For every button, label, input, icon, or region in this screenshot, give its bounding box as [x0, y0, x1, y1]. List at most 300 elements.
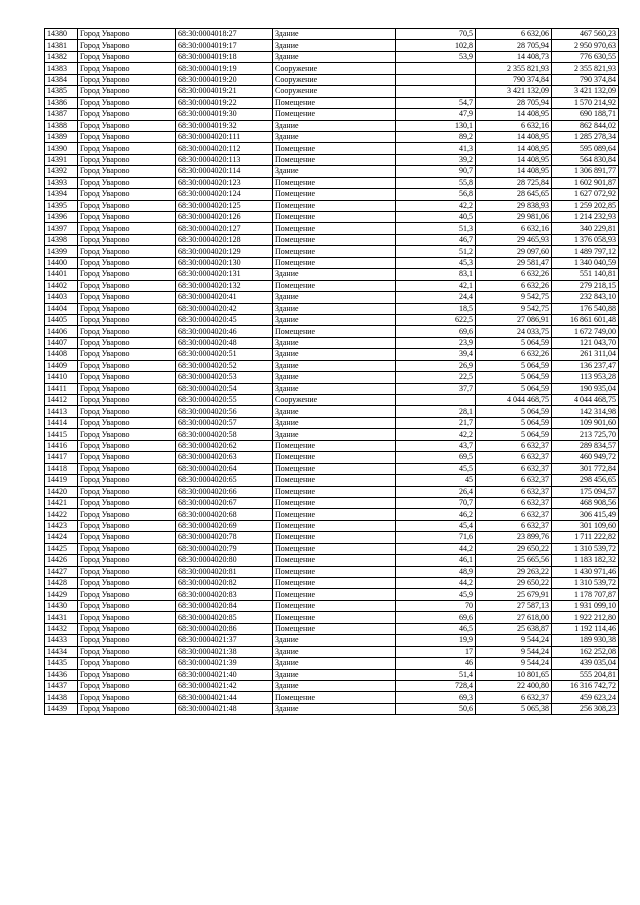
area-cell: 41,3 — [396, 143, 476, 154]
area-cell: 28,1 — [396, 406, 476, 417]
cadastral-number-cell: 68:30:0004019:17 — [176, 40, 273, 51]
object-type-cell: Помещение — [273, 520, 396, 531]
cadastral-number-cell: 68:30:0004020:83 — [176, 589, 273, 600]
cadastral-value-cell: 1 711 222,82 — [552, 532, 619, 543]
object-type-cell: Здание — [273, 29, 396, 40]
object-type-cell: Здание — [273, 383, 396, 394]
area-cell: 51,2 — [396, 246, 476, 257]
locality-cell: Город Уварово — [78, 395, 176, 406]
table-row — [45, 166, 619, 177]
cadastral-value-cell: 232 843,10 — [552, 292, 619, 303]
cadastral-value-cell: 113 953,28 — [552, 372, 619, 383]
table-row — [45, 63, 619, 74]
locality-cell: Город Уварово — [78, 212, 176, 223]
locality-cell: Город Уварово — [78, 486, 176, 497]
object-type-cell: Помещение — [273, 600, 396, 611]
object-type-cell: Здание — [273, 646, 396, 657]
specific-value-cell: 5 064,59 — [476, 372, 552, 383]
object-type-cell: Помещение — [273, 532, 396, 543]
locality-cell: Город Уварово — [78, 532, 176, 543]
cadastral-value-cell: 595 089,64 — [552, 143, 619, 154]
locality-cell: Город Уварово — [78, 326, 176, 337]
object-type-cell: Помещение — [273, 589, 396, 600]
locality-cell: Город Уварово — [78, 246, 176, 257]
cadastral-number-cell: 68:30:0004020:111 — [176, 131, 273, 142]
cadastral-number-cell: 68:30:0004020:42 — [176, 303, 273, 314]
object-type-cell: Помещение — [273, 475, 396, 486]
table-row — [45, 154, 619, 165]
row-number-cell: 14437 — [45, 680, 78, 691]
area-cell: 46,7 — [396, 234, 476, 245]
cadastral-value-cell: 1 340 040,59 — [552, 257, 619, 268]
cadastral-value-cell: 1 672 749,00 — [552, 326, 619, 337]
object-type-cell: Помещение — [273, 578, 396, 589]
cadastral-value-cell: 1 259 202,85 — [552, 200, 619, 211]
area-cell: 83,1 — [396, 269, 476, 280]
specific-value-cell: 14 408,95 — [476, 154, 552, 165]
locality-cell: Город Уварово — [78, 29, 176, 40]
locality-cell: Город Уварово — [78, 566, 176, 577]
cadastral-number-cell: 68:30:0004020:126 — [176, 212, 273, 223]
row-number-cell: 14402 — [45, 280, 78, 291]
cadastral-value-cell: 136 237,47 — [552, 360, 619, 371]
object-type-cell: Здание — [273, 349, 396, 360]
area-cell: 69,3 — [396, 692, 476, 703]
cadastral-value-cell: 1 306 891,77 — [552, 166, 619, 177]
row-number-cell: 14409 — [45, 360, 78, 371]
cadastral-value-cell: 790 374,84 — [552, 74, 619, 85]
object-type-cell: Сооружение — [273, 395, 396, 406]
object-type-cell: Помещение — [273, 257, 396, 268]
area-cell: 44,2 — [396, 543, 476, 554]
specific-value-cell: 5 064,59 — [476, 360, 552, 371]
area-cell: 622,5 — [396, 314, 476, 325]
object-type-cell: Помещение — [273, 509, 396, 520]
locality-cell: Город Уварово — [78, 646, 176, 657]
locality-cell: Город Уварово — [78, 475, 176, 486]
row-number-cell: 14420 — [45, 486, 78, 497]
locality-cell: Город Уварово — [78, 154, 176, 165]
row-number-cell: 14429 — [45, 589, 78, 600]
cadastral-value-cell: 3 421 132,09 — [552, 86, 619, 97]
specific-value-cell: 14 408,95 — [476, 166, 552, 177]
row-number-cell: 14401 — [45, 269, 78, 280]
locality-cell: Город Уварово — [78, 612, 176, 623]
cadastral-number-cell: 68:30:0004020:85 — [176, 612, 273, 623]
cadastral-number-cell: 68:30:0004020:81 — [176, 566, 273, 577]
area-cell: 69,6 — [396, 326, 476, 337]
locality-cell: Город Уварово — [78, 520, 176, 531]
specific-value-cell: 27 086,91 — [476, 314, 552, 325]
specific-value-cell: 6 632,37 — [476, 509, 552, 520]
row-number-cell: 14400 — [45, 257, 78, 268]
table-row — [45, 131, 619, 142]
row-number-cell: 14396 — [45, 212, 78, 223]
cadastral-value-cell: 467 560,23 — [552, 29, 619, 40]
cadastral-value-cell: 175 094,57 — [552, 486, 619, 497]
row-number-cell: 14435 — [45, 658, 78, 669]
table-row — [45, 543, 619, 554]
area-cell: 45,9 — [396, 589, 476, 600]
cadastral-value-cell: 289 834,57 — [552, 440, 619, 451]
table-row — [45, 417, 619, 428]
table-row — [45, 589, 619, 600]
locality-cell: Город Уварово — [78, 349, 176, 360]
cadastral-number-cell: 68:30:0004020:63 — [176, 452, 273, 463]
row-number-cell: 14412 — [45, 395, 78, 406]
cadastral-value-cell: 142 314,98 — [552, 406, 619, 417]
row-number-cell: 14414 — [45, 417, 78, 428]
specific-value-cell: 6 632,37 — [476, 463, 552, 474]
cadastral-number-cell: 68:30:0004019:18 — [176, 51, 273, 62]
area-cell: 46 — [396, 658, 476, 669]
specific-value-cell: 14 408,95 — [476, 109, 552, 120]
specific-value-cell: 6 632,37 — [476, 692, 552, 703]
locality-cell: Город Уварово — [78, 74, 176, 85]
specific-value-cell: 3 421 132,09 — [476, 86, 552, 97]
row-number-cell: 14416 — [45, 440, 78, 451]
object-type-cell: Помещение — [273, 612, 396, 623]
row-number-cell: 14386 — [45, 97, 78, 108]
cadastral-value-cell: 555 204,81 — [552, 669, 619, 680]
area-cell: 90,7 — [396, 166, 476, 177]
cadastral-number-cell: 68:30:0004019:20 — [176, 74, 273, 85]
row-number-cell: 14399 — [45, 246, 78, 257]
cadastral-value-cell: 306 415,49 — [552, 509, 619, 520]
cadastral-number-cell: 68:30:0004020:52 — [176, 360, 273, 371]
cadastral-number-cell: 68:30:0004020:54 — [176, 383, 273, 394]
area-cell: 24,4 — [396, 292, 476, 303]
area-cell: 728,4 — [396, 680, 476, 691]
area-cell: 48,9 — [396, 566, 476, 577]
locality-cell: Город Уварово — [78, 383, 176, 394]
object-type-cell: Здание — [273, 269, 396, 280]
object-type-cell: Помещение — [273, 234, 396, 245]
specific-value-cell: 5 064,59 — [476, 383, 552, 394]
row-number-cell: 14425 — [45, 543, 78, 554]
cadastral-number-cell: 68:30:0004020:113 — [176, 154, 273, 165]
locality-cell: Город Уварово — [78, 257, 176, 268]
locality-cell: Город Уварово — [78, 429, 176, 440]
cadastral-value-cell: 564 830,84 — [552, 154, 619, 165]
area-cell: 40,5 — [396, 212, 476, 223]
row-number-cell: 14404 — [45, 303, 78, 314]
cadastral-value-cell: 279 218,15 — [552, 280, 619, 291]
cadastral-number-cell: 68:30:0004020:123 — [176, 177, 273, 188]
cadastral-number-cell: 68:30:0004021:39 — [176, 658, 273, 669]
cadastral-number-cell: 68:30:0004019:22 — [176, 97, 273, 108]
cadastral-value-cell: 109 901,60 — [552, 417, 619, 428]
table-row — [45, 623, 619, 634]
cadastral-value-cell: 690 188,71 — [552, 109, 619, 120]
cadastral-number-cell: 68:30:0004020:127 — [176, 223, 273, 234]
area-cell — [396, 63, 476, 74]
table-row — [45, 475, 619, 486]
specific-value-cell: 6 632,26 — [476, 349, 552, 360]
row-number-cell: 14433 — [45, 635, 78, 646]
cadastral-number-cell: 68:30:0004020:86 — [176, 623, 273, 634]
object-type-cell: Здание — [273, 429, 396, 440]
row-number-cell: 14398 — [45, 234, 78, 245]
cadastral-number-cell: 68:30:0004020:48 — [176, 337, 273, 348]
locality-cell: Город Уварово — [78, 635, 176, 646]
specific-value-cell: 10 801,65 — [476, 669, 552, 680]
cadastral-number-cell: 68:30:0004020:67 — [176, 497, 273, 508]
table-row — [45, 692, 619, 703]
cadastral-value-cell: 340 229,81 — [552, 223, 619, 234]
specific-value-cell: 25 665,56 — [476, 555, 552, 566]
area-cell: 18,5 — [396, 303, 476, 314]
area-cell — [396, 86, 476, 97]
table-row — [45, 395, 619, 406]
cadastral-value-cell: 1 627 072,92 — [552, 189, 619, 200]
row-number-cell: 14424 — [45, 532, 78, 543]
cadastral-number-cell: 68:30:0004020:45 — [176, 314, 273, 325]
row-number-cell: 14392 — [45, 166, 78, 177]
locality-cell: Город Уварово — [78, 303, 176, 314]
row-number-cell: 14384 — [45, 74, 78, 85]
specific-value-cell: 9 544,24 — [476, 635, 552, 646]
cadastral-number-cell: 68:30:0004020:130 — [176, 257, 273, 268]
object-type-cell: Помещение — [273, 177, 396, 188]
object-type-cell: Здание — [273, 166, 396, 177]
object-type-cell: Помещение — [273, 497, 396, 508]
cadastral-value-cell: 162 252,08 — [552, 646, 619, 657]
cadastral-value-cell: 176 540,88 — [552, 303, 619, 314]
locality-cell: Город Уварово — [78, 337, 176, 348]
cadastral-value-cell: 261 311,04 — [552, 349, 619, 360]
area-cell: 46,2 — [396, 509, 476, 520]
area-cell: 39,4 — [396, 349, 476, 360]
cadastral-number-cell: 68:30:0004020:56 — [176, 406, 273, 417]
object-type-cell: Помещение — [273, 143, 396, 154]
object-type-cell: Помещение — [273, 486, 396, 497]
object-type-cell: Здание — [273, 120, 396, 131]
locality-cell: Город Уварово — [78, 372, 176, 383]
table-row — [45, 383, 619, 394]
area-cell: 46,1 — [396, 555, 476, 566]
object-type-cell: Помещение — [273, 452, 396, 463]
table-row — [45, 360, 619, 371]
row-number-cell: 14405 — [45, 314, 78, 325]
specific-value-cell: 9 544,24 — [476, 646, 552, 657]
area-cell: 43,7 — [396, 440, 476, 451]
locality-cell: Город Уварово — [78, 497, 176, 508]
locality-cell: Город Уварово — [78, 223, 176, 234]
table-row — [45, 177, 619, 188]
table-row — [45, 40, 619, 51]
area-cell: 69,5 — [396, 452, 476, 463]
row-number-cell: 14434 — [45, 646, 78, 657]
area-cell: 22,5 — [396, 372, 476, 383]
cadastral-number-cell: 68:30:0004020:112 — [176, 143, 273, 154]
cadastral-value-cell: 468 908,56 — [552, 497, 619, 508]
object-type-cell: Помещение — [273, 555, 396, 566]
cadastral-value-cell: 439 035,04 — [552, 658, 619, 669]
area-cell: 69,6 — [396, 612, 476, 623]
table-row — [45, 74, 619, 85]
row-number-cell: 14438 — [45, 692, 78, 703]
cadastral-number-cell: 68:30:0004020:62 — [176, 440, 273, 451]
object-type-cell: Помещение — [273, 200, 396, 211]
locality-cell: Город Уварово — [78, 578, 176, 589]
object-type-cell: Помещение — [273, 154, 396, 165]
cadastral-number-cell: 68:30:0004021:42 — [176, 680, 273, 691]
cadastral-value-cell: 16 316 742,72 — [552, 680, 619, 691]
table-row — [45, 497, 619, 508]
specific-value-cell: 5 064,59 — [476, 429, 552, 440]
cadastral-number-cell: 68:30:0004020:132 — [176, 280, 273, 291]
cadastral-value-cell: 213 725,70 — [552, 429, 619, 440]
table-row — [45, 212, 619, 223]
row-number-cell: 14426 — [45, 555, 78, 566]
row-number-cell: 14411 — [45, 383, 78, 394]
table-row — [45, 292, 619, 303]
table-row — [45, 269, 619, 280]
cadastral-value-cell: 1 570 214,92 — [552, 97, 619, 108]
table-row — [45, 97, 619, 108]
area-cell: 17 — [396, 646, 476, 657]
area-cell: 21,7 — [396, 417, 476, 428]
object-type-cell: Здание — [273, 337, 396, 348]
cadastral-value-cell: 862 844,02 — [552, 120, 619, 131]
table-row — [45, 86, 619, 97]
cadastral-number-cell: 68:30:0004021:44 — [176, 692, 273, 703]
locality-cell: Город Уварово — [78, 109, 176, 120]
cadastral-number-cell: 68:30:0004020:125 — [176, 200, 273, 211]
table-row — [45, 337, 619, 348]
table-row — [45, 658, 619, 669]
specific-value-cell: 6 632,06 — [476, 29, 552, 40]
table-row — [45, 612, 619, 623]
table-row — [45, 109, 619, 120]
specific-value-cell: 6 632,37 — [476, 497, 552, 508]
table-row — [45, 703, 619, 714]
table-row — [45, 223, 619, 234]
table-row — [45, 143, 619, 154]
cadastral-value-cell: 776 630,55 — [552, 51, 619, 62]
cadastral-value-cell: 301 772,84 — [552, 463, 619, 474]
object-type-cell: Здание — [273, 131, 396, 142]
table-row — [45, 566, 619, 577]
object-type-cell: Здание — [273, 40, 396, 51]
area-cell: 44,2 — [396, 578, 476, 589]
area-cell: 70,5 — [396, 29, 476, 40]
object-type-cell: Помещение — [273, 223, 396, 234]
cadastral-number-cell: 68:30:0004020:57 — [176, 417, 273, 428]
specific-value-cell: 29 650,22 — [476, 543, 552, 554]
area-cell: 39,2 — [396, 154, 476, 165]
area-cell: 53,9 — [396, 51, 476, 62]
area-cell: 26,9 — [396, 360, 476, 371]
cadastral-number-cell: 68:30:0004020:80 — [176, 555, 273, 566]
object-type-cell: Помещение — [273, 543, 396, 554]
cadastral-value-cell: 1 285 278,34 — [552, 131, 619, 142]
locality-cell: Город Уварово — [78, 509, 176, 520]
row-number-cell: 14406 — [45, 326, 78, 337]
table-row — [45, 372, 619, 383]
object-type-cell: Помещение — [273, 212, 396, 223]
table-row — [45, 326, 619, 337]
specific-value-cell: 29 263,22 — [476, 566, 552, 577]
row-number-cell: 14417 — [45, 452, 78, 463]
row-number-cell: 14430 — [45, 600, 78, 611]
locality-cell: Город Уварово — [78, 555, 176, 566]
row-number-cell: 14428 — [45, 578, 78, 589]
locality-cell: Город Уварово — [78, 40, 176, 51]
locality-cell: Город Уварово — [78, 269, 176, 280]
cadastral-number-cell: 68:30:0004018:27 — [176, 29, 273, 40]
row-number-cell: 14394 — [45, 189, 78, 200]
object-type-cell: Помещение — [273, 623, 396, 634]
specific-value-cell: 29 981,06 — [476, 212, 552, 223]
cadastral-number-cell: 68:30:0004020:55 — [176, 395, 273, 406]
area-cell: 45,3 — [396, 257, 476, 268]
area-cell: 42,2 — [396, 429, 476, 440]
locality-cell: Город Уварово — [78, 360, 176, 371]
cadastral-value-cell: 16 861 601,48 — [552, 314, 619, 325]
cadastral-number-cell: 68:30:0004021:38 — [176, 646, 273, 657]
object-type-cell: Здание — [273, 680, 396, 691]
area-cell — [396, 74, 476, 85]
locality-cell: Город Уварово — [78, 177, 176, 188]
cadastral-number-cell: 68:30:0004020:58 — [176, 429, 273, 440]
table-row — [45, 452, 619, 463]
specific-value-cell: 5 064,59 — [476, 417, 552, 428]
object-type-cell: Помещение — [273, 280, 396, 291]
locality-cell: Город Уварово — [78, 440, 176, 451]
table-row — [45, 680, 619, 691]
locality-cell: Город Уварово — [78, 417, 176, 428]
locality-cell: Город Уварово — [78, 234, 176, 245]
cadastral-number-cell: 68:30:0004020:84 — [176, 600, 273, 611]
specific-value-cell: 9 542,75 — [476, 292, 552, 303]
object-type-cell: Помещение — [273, 97, 396, 108]
object-type-cell: Помещение — [273, 109, 396, 120]
cadastral-number-cell: 68:30:0004020:65 — [176, 475, 273, 486]
locality-cell: Город Уварово — [78, 589, 176, 600]
object-type-cell: Помещение — [273, 246, 396, 257]
specific-value-cell: 29 097,60 — [476, 246, 552, 257]
area-cell: 26,4 — [396, 486, 476, 497]
row-number-cell: 14418 — [45, 463, 78, 474]
locality-cell: Город Уварово — [78, 692, 176, 703]
specific-value-cell: 5 064,59 — [476, 406, 552, 417]
cadastral-number-cell: 68:30:0004020:129 — [176, 246, 273, 257]
cadastral-value-cell: 4 044 468,75 — [552, 395, 619, 406]
row-number-cell: 14410 — [45, 372, 78, 383]
locality-cell: Город Уварово — [78, 406, 176, 417]
row-number-cell: 14390 — [45, 143, 78, 154]
row-number-cell: 14393 — [45, 177, 78, 188]
locality-cell: Город Уварово — [78, 623, 176, 634]
cadastral-number-cell: 68:30:0004020:68 — [176, 509, 273, 520]
specific-value-cell: 5 065,38 — [476, 703, 552, 714]
cadastral-value-cell: 1 430 971,46 — [552, 566, 619, 577]
row-number-cell: 14431 — [45, 612, 78, 623]
specific-value-cell: 6 632,37 — [476, 452, 552, 463]
row-number-cell: 14403 — [45, 292, 78, 303]
cadastral-number-cell: 68:30:0004020:41 — [176, 292, 273, 303]
row-number-cell: 14383 — [45, 63, 78, 74]
table-row — [45, 429, 619, 440]
area-cell: 56,8 — [396, 189, 476, 200]
object-type-cell: Здание — [273, 292, 396, 303]
row-number-cell: 14391 — [45, 154, 78, 165]
table-row — [45, 646, 619, 657]
area-cell — [396, 395, 476, 406]
cadastral-value-cell: 189 930,38 — [552, 635, 619, 646]
